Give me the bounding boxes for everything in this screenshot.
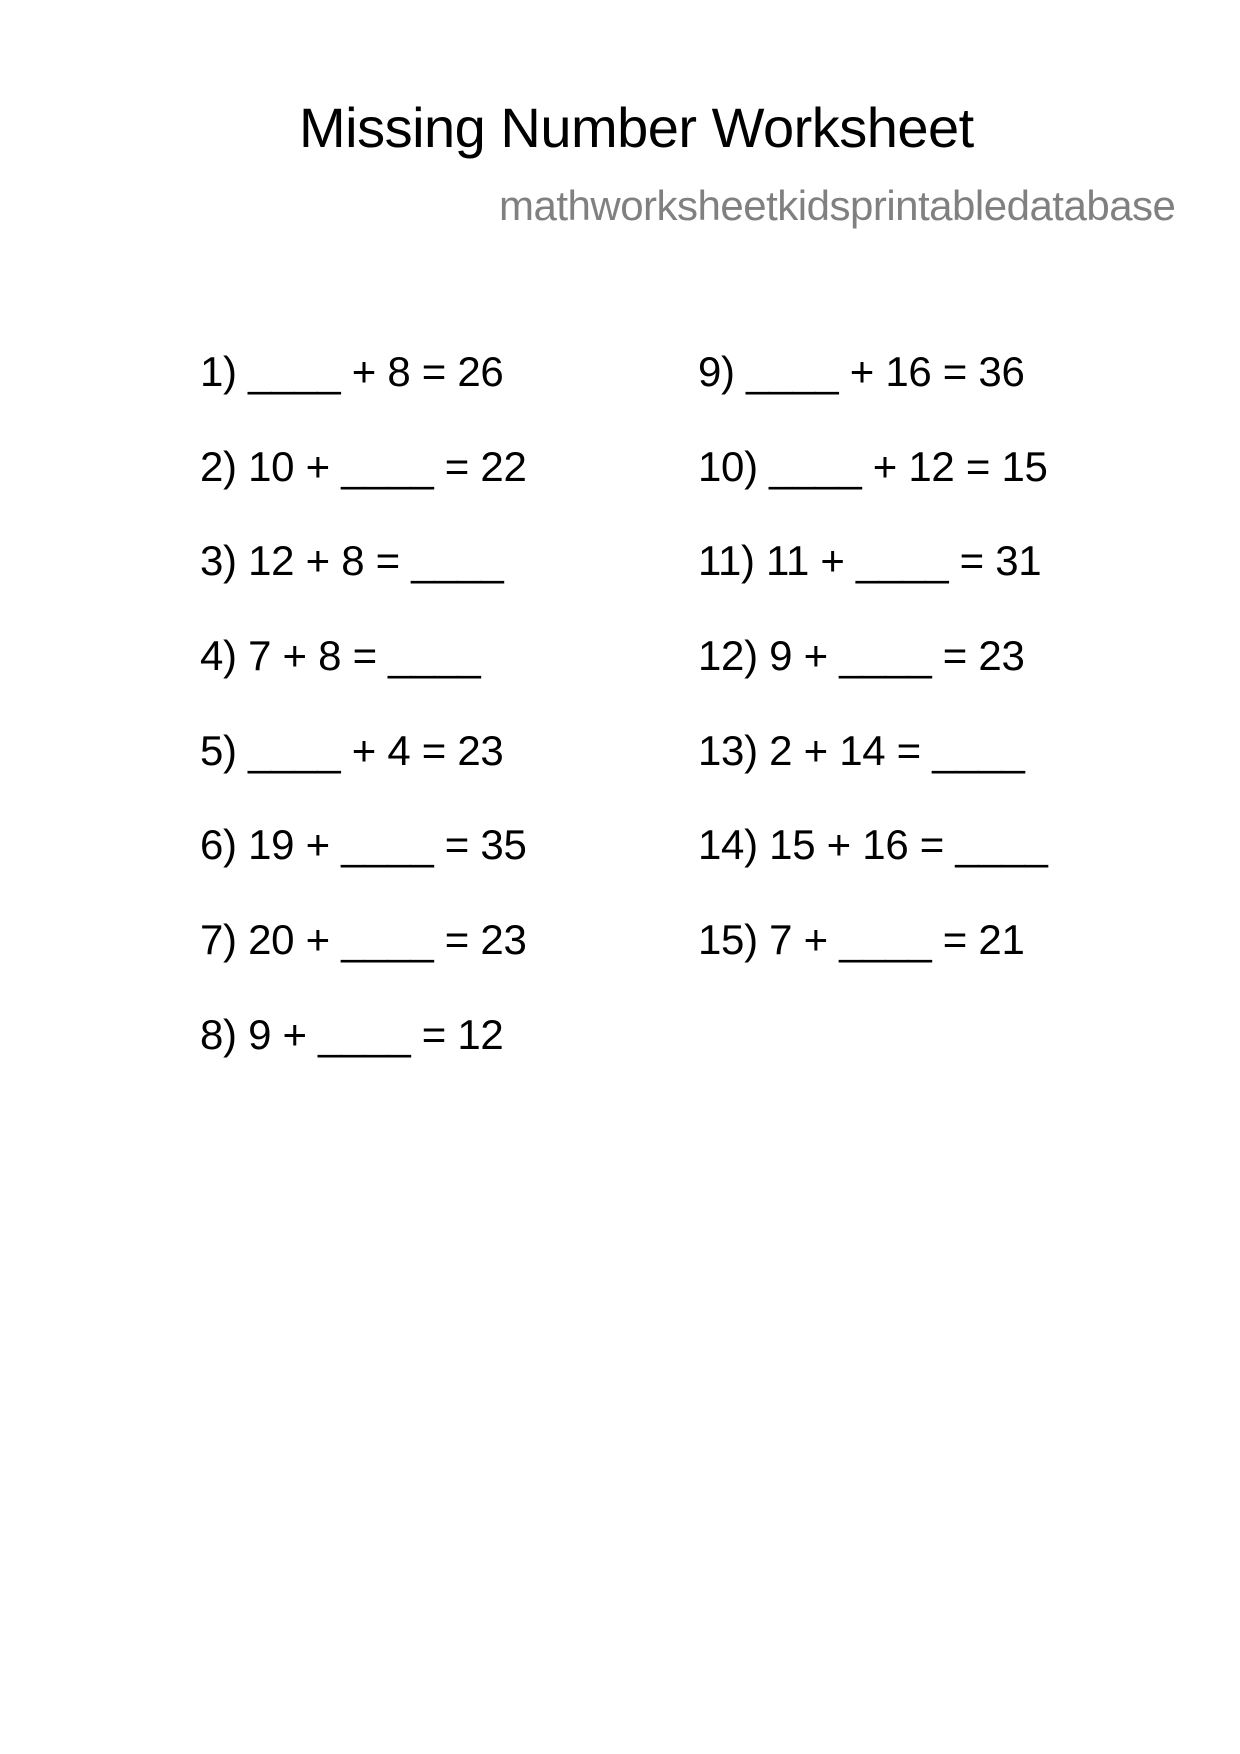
problem-1: 1) ____ + 8 = 26 (200, 348, 504, 395)
problem-5: 5) ____ + 4 = 23 (200, 726, 504, 774)
problem-12: 12) 9 + ____ = 23 (698, 632, 1025, 680)
problem-6: 6) 19 + ____ = 35 (200, 821, 527, 869)
problem-10: 10) ____ + 12 = 15 (698, 442, 1048, 490)
problem-13: 13) 2 + 14 = ____ (698, 726, 1025, 774)
problem-4: 4) 7 + 8 = ____ (200, 632, 481, 680)
worksheet-title: Missing Number Worksheet (299, 96, 974, 159)
problem-11: 11) 11 + ____ = 31 (698, 537, 1042, 585)
problem-8: 8) 9 + ____ = 12 (200, 1010, 504, 1058)
problem-9: 9) ____ + 16 = 36 (698, 348, 1025, 395)
problem-3: 3) 12 + 8 = ____ (200, 537, 504, 585)
problems-column-left (200, 346, 527, 1104)
problem-15: 15) 7 + ____ = 21 (698, 916, 1025, 964)
problems-column-right (698, 346, 1048, 1009)
problem-14: 14) 15 + 16 = ____ (698, 821, 1048, 869)
site-watermark: mathworksheetkidsprintabledatabase (499, 182, 1176, 229)
problem-7: 7) 20 + ____ = 23 (200, 916, 527, 964)
problem-2: 2) 10 + ____ = 22 (200, 442, 527, 490)
